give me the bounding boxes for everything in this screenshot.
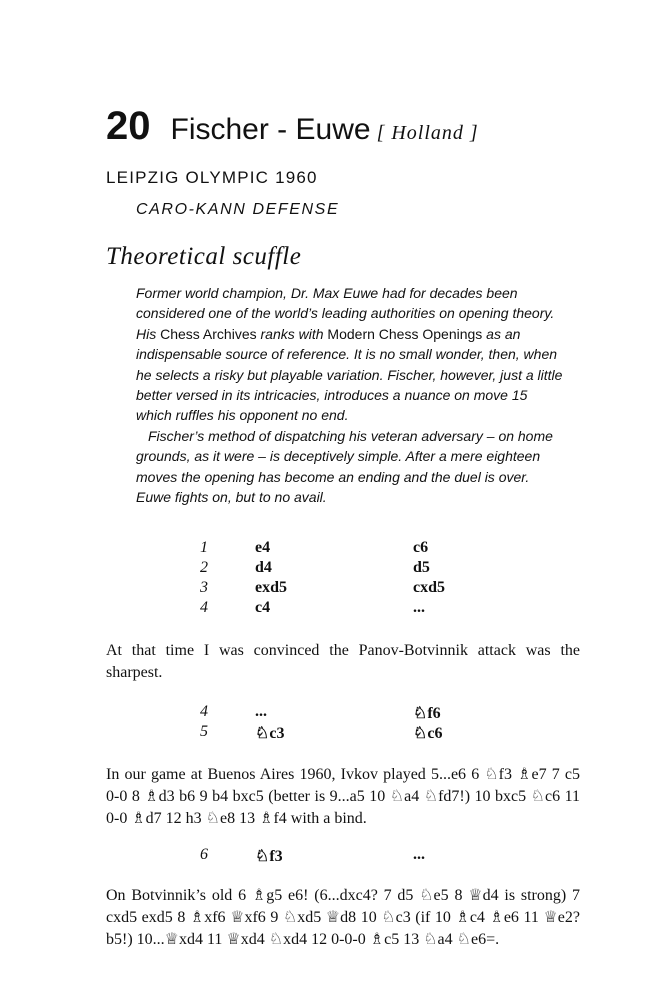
black-move: ...: [413, 599, 425, 616]
black-move: c6: [413, 539, 429, 556]
game-subtitle: Theoretical scuffle: [106, 243, 302, 270]
game-heading: [106, 104, 479, 149]
move-number: 6: [200, 846, 208, 863]
white-move: ...: [255, 703, 267, 720]
players: Fischer - Euwe: [170, 113, 371, 146]
intro-text: [136, 283, 566, 507]
white-move: e4: [255, 539, 271, 556]
intro-paragraph-1: [136, 283, 566, 426]
black-move: ♘c6: [413, 725, 443, 742]
move-number: 3: [200, 579, 208, 596]
comment-2: In our game at Buenos Aires 1960, Ivkov played 5...e6 6 ♘f3 ♗e7 7 c5 0-0 8 ♗d3 b6 9 b4 bxc5 (better is 9...a5 10 ♘a4 ♘fd7!) 10 bxc5 ♘c6 11 0-0 ♗d7 12 h3 ♘e8 13 ♗f4 with a bind.: [106, 766, 580, 827]
move-number: 4: [200, 703, 208, 720]
event-name: LEIPZIG OLYMPIC 1960: [106, 168, 318, 187]
white-move: c4: [255, 599, 271, 616]
intro-p1-c: ranks with: [256, 325, 328, 342]
book-title-chess-archives: Chess Archives: [160, 325, 257, 342]
comment-1: At that time I was convinced the Panov-Botvinnik attack was the sharpest.: [106, 642, 580, 681]
game-number: 20: [106, 104, 151, 148]
black-move: d5: [413, 559, 430, 576]
move-number: 5: [200, 723, 208, 740]
white-move: d4: [255, 559, 272, 576]
opening-name: CARO-KANN DEFENSE: [136, 201, 340, 218]
black-move: cxd5: [413, 579, 445, 596]
black-move: ...: [413, 846, 425, 863]
move-number: 1: [200, 539, 208, 556]
book-title-mco: Modern Chess Openings: [327, 325, 483, 342]
country: [ Holland ]: [376, 122, 479, 144]
move-number: 4: [200, 599, 208, 616]
white-move: exd5: [255, 579, 287, 596]
move-number: 2: [200, 559, 208, 576]
intro-p1-e: as an indispensable source of reference. It is no small wonder, then, when he selects a risky but playable variation. Fischer, however, just a little better versed in its intricacies, introduces a nuance on move 15 which ruffles his opponent no end.: [136, 325, 563, 424]
white-move: ♘f3: [255, 848, 283, 865]
intro-paragraph-2: Fischer’s method of dispatching his veteran adversary – on home grounds, as it were – is deceptively simple. After a mere eighteen moves the opening has become an ending and the duel is over. Euwe fights on, but to no avail.: [136, 427, 553, 506]
white-move: ♘c3: [255, 725, 285, 742]
black-move: ♘f6: [413, 705, 441, 722]
comment-3: On Botvinnik’s old 6 ♗g5 e6! (6...dxc4? 7 d5 ♘e5 8 ♕d4 is strong) 7 cxd5 exd5 8 ♗xf6 ♕xf6 9 ♘xd5 ♕d8 10 ♘c3 (if 10 ♗c4 ♗e6 11 ♕e2? b5!) 10...♕xd4 11 ♕xd4 ♘xd4 12 0-0-0 ♗c5 13 ♘a4 ♘e6=.: [106, 887, 580, 948]
intro-p1-a: Former world champion, Dr. Max Euwe had for decades been considered one of the world’s leading authorities on opening theory. His: [136, 285, 555, 342]
